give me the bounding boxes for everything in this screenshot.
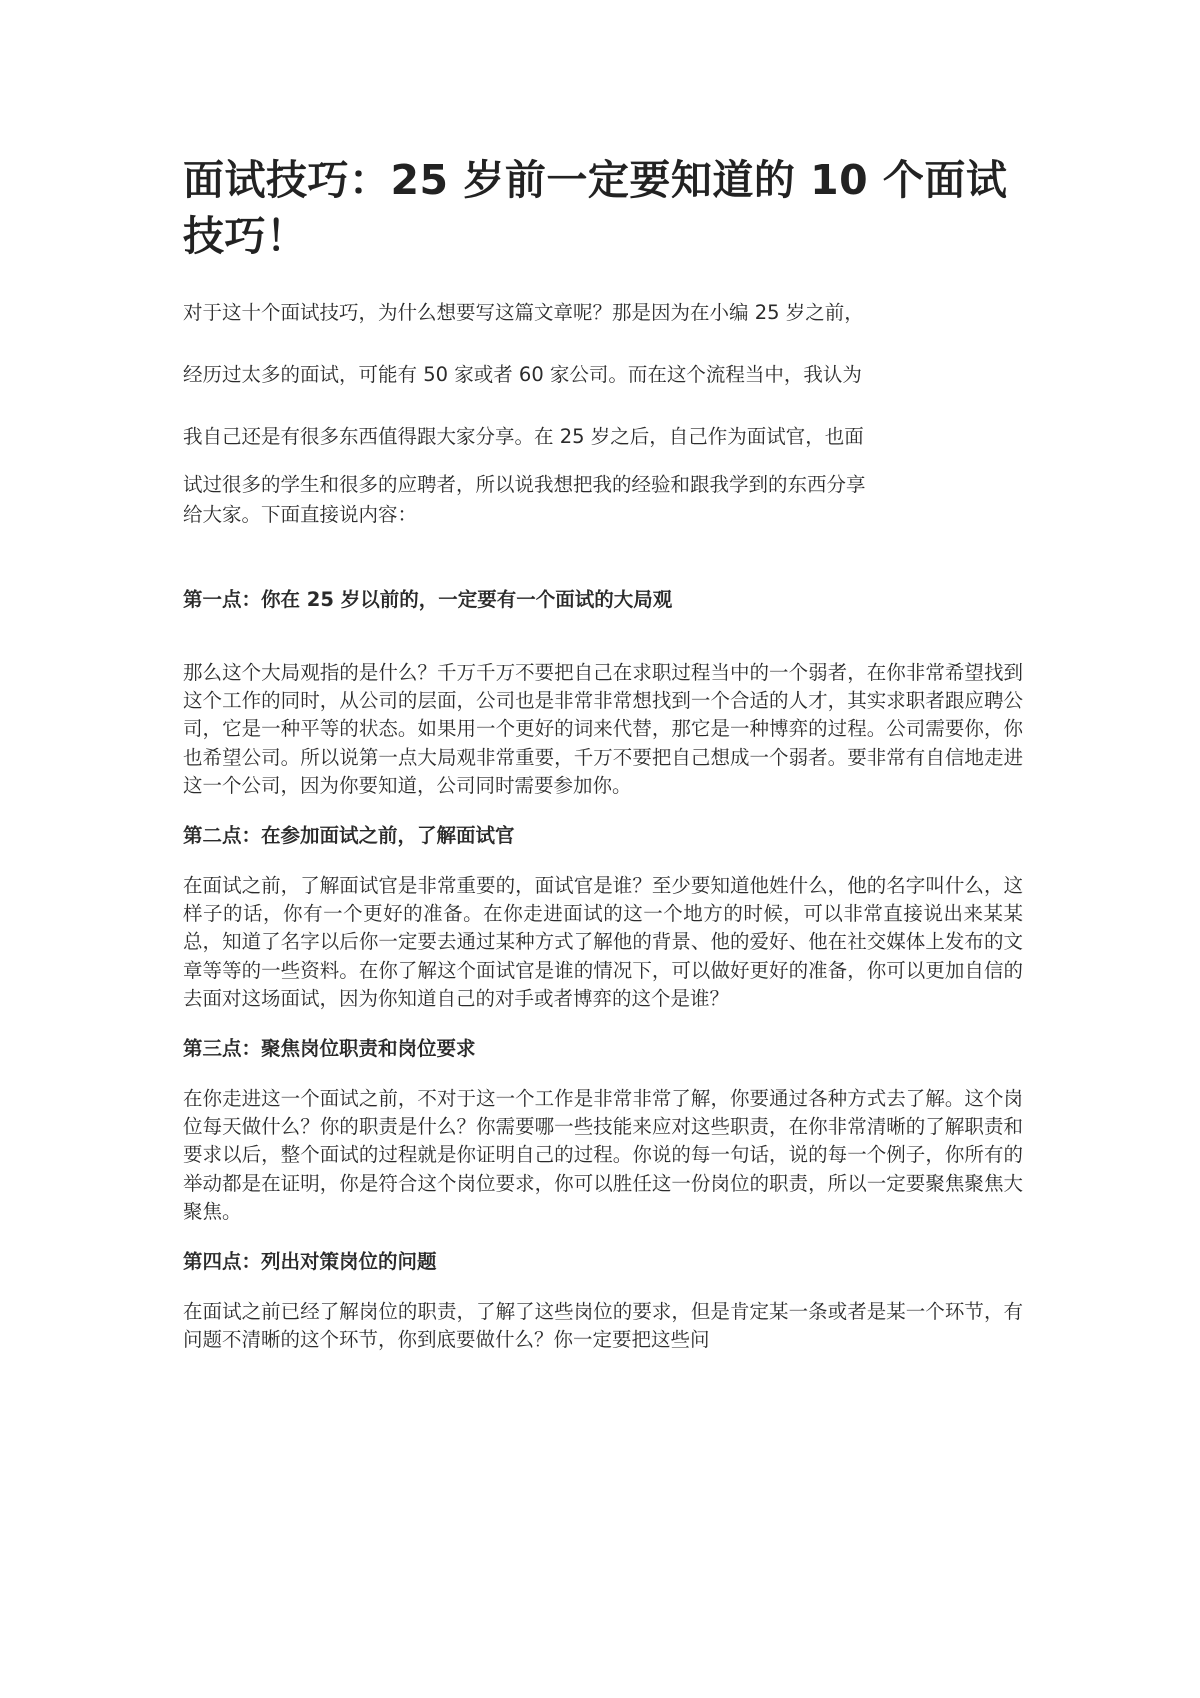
section-2-heading: 第二点：在参加面试之前，了解面试官 [183, 824, 515, 848]
intro-line: 对于这十个面试技巧，为什么想要写这篇文章呢？那是因为在小编 25 岁之前， [183, 301, 864, 324]
article-title: 面试技巧：25 岁前一定要知道的 10 个面试技巧！ [183, 156, 1008, 260]
section-2-body: 在面试之前，了解面试官是非常重要的，面试官是谁？至少要知道他姓什么，他的名字叫什么，这样子的话，你有一个更好的准备。在你走进面试的这一个地方的时候，可以非常直接说出来某某总，知道了名字以后你一定要去通过某种方式了解他的背景、他的爱好、他在社交媒体上发布的文章等等的一些资料。在你了解这个面试官是谁的情况下，可以做好更好的准备，你可以更加自信的去面对这场面试，因为你知道自己的对手或者博弈的这个是谁？ [183, 874, 1023, 1010]
intro-line: 给大家。下面直接说内容： [183, 503, 418, 526]
intro-line: 我自己还是有很多东西值得跟大家分享。在 25 岁之后，自己作为面试官，也面 [183, 425, 864, 448]
section-4-heading: 第四点：列出对策岗位的问题 [183, 1250, 437, 1274]
section-1-heading: 第一点：你在 25 岁以前的，一定要有一个面试的大局观 [183, 588, 673, 611]
document-page [183, 152, 1023, 1354]
section-4-body: 在面试之前已经了解岗位的职责，了解了这些岗位的要求，但是肯定某一条或者是某一个环节，有问题不清晰的这个环节，你到底要做什么？你一定要把这些问 [183, 1300, 1023, 1352]
intro-line: 经历过太多的面试，可能有 50 家或者 60 家公司。而在这个流程当中，我认为 [183, 363, 862, 386]
section-1-body: 那么这个大局观指的是什么？千万千万不要把自己在求职过程当中的一个弱者，在你非常希望找到这个工作的同时，从公司的层面，公司也是非常非常想找到一个合适的人才，其实求职者跟应聘公司，它是一种平等的状态。如果用一个更好的词来代替，那它是一种博弈的过程。公司需要你，你也希望公司。所以说第一点大局观非常重要，千万不要把自己想成一个弱者。要非常有自信地走进这一个公司，因为你要知道，公司同时需要参加你。 [183, 661, 1023, 797]
section-3-heading: 第三点：聚焦岗位职责和岗位要求 [183, 1037, 476, 1061]
section-3-body: 在你走进这一个面试之前，不对于这一个工作是非常非常了解，你要通过各种方式去了解。这个岗位每天做什么？你的职责是什么？你需要哪一些技能来应对这些职责，在你非常清晰的了解职责和要求以后，整个面试的过程就是你证明自己的过程。你说的每一句话，说的每一个例子，你所有的举动都是在证明，你是符合这个岗位要求，你可以胜任这一份岗位的职责，所以一定要聚焦聚焦大聚焦。 [183, 1087, 1023, 1223]
article-intro [183, 299, 1023, 529]
intro-line: 试过很多的学生和很多的应聘者，所以说我想把我的经验和跟我学到的东西分享 [183, 473, 866, 496]
